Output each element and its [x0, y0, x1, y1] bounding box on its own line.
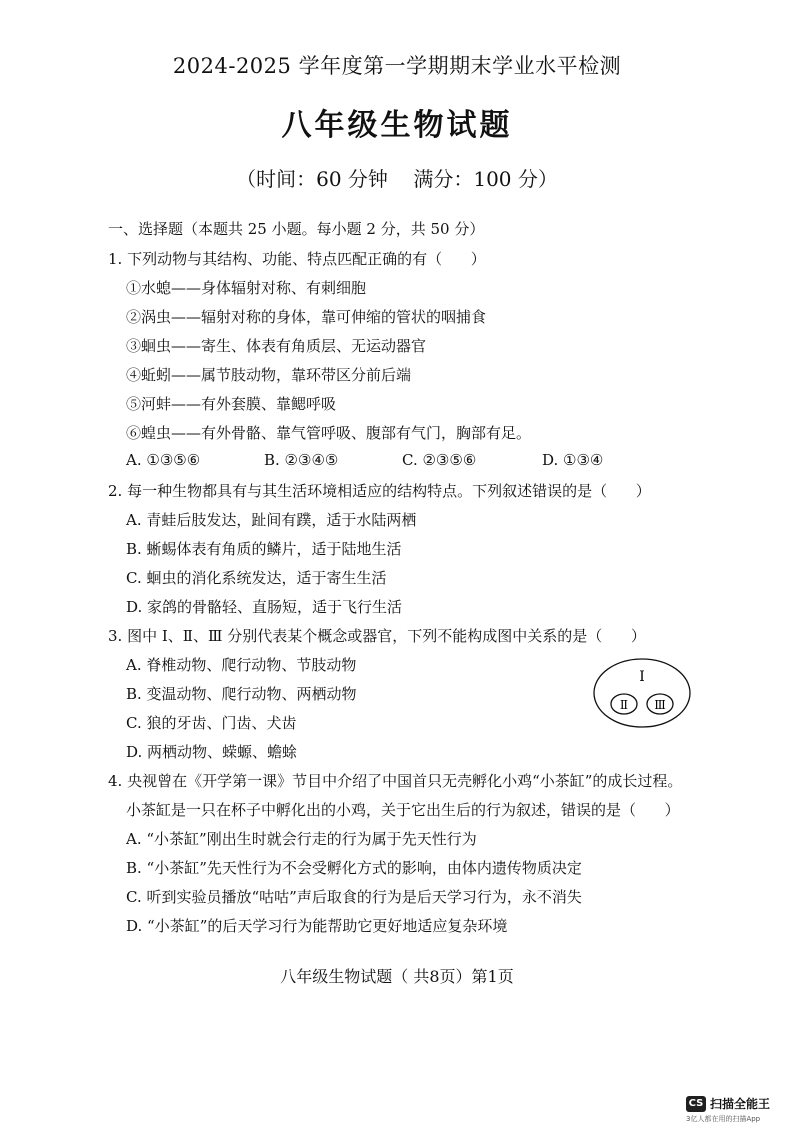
- venn-label-outer: Ⅰ: [639, 669, 645, 685]
- question-4-option-b[interactable]: B. “小茶缸”先天性行为不会受孵化方式的影响，由体内遗传物质决定: [126, 859, 582, 877]
- question-4-option-a[interactable]: A. “小茶缸”刚出生时就会行走的行为属于先天性行为: [126, 830, 477, 848]
- scanner-app-name: 扫描全能王: [710, 1097, 771, 1111]
- scanner-slogan: 3亿人都在用的扫描App: [686, 1115, 761, 1123]
- exam-title: 八年级生物试题: [281, 108, 513, 143]
- question-4-stem-cont: 小茶缸是一只在杯子中孵化出的小鸡，关于它出生后的行为叙述，错误的是（ ）: [126, 801, 680, 819]
- question-1-option-a[interactable]: A. ①③⑤⑥: [126, 451, 201, 469]
- question-2-option-c[interactable]: C. 蛔虫的消化系统发达，适于寄生生活: [126, 569, 387, 587]
- question-2-option-b[interactable]: B. 蜥蜴体表有角质的鳞片，适于陆地生活: [126, 540, 402, 558]
- question-3-option-b[interactable]: B. 变温动物、爬行动物、两栖动物: [126, 685, 357, 703]
- exam-time-score: （时间：60 分钟 满分：100 分）: [236, 167, 558, 191]
- exam-term-line: 2024-2025 学年度第一学期期末学业水平检测: [172, 54, 622, 78]
- question-1-option-c[interactable]: C. ②③⑤⑥: [402, 451, 477, 469]
- question-1-option-b[interactable]: B. ②③④⑤: [264, 451, 339, 469]
- question-1-item: ③蛔虫——寄生、体表有角质层、无运动器官: [126, 337, 427, 355]
- question-1-stem: 1. 下列动物与其结构、功能、特点匹配正确的有（ ）: [108, 250, 486, 268]
- question-2-option-a[interactable]: A. 青蛙后肢发达，趾间有蹼，适于水陆两栖: [126, 511, 417, 529]
- question-2-stem: 2. 每一种生物都具有与其生活环境相适应的结构特点。下列叙述错误的是（ ）: [108, 482, 651, 500]
- question-2-option-d[interactable]: D. 家鸽的骨骼轻、直肠短，适于飞行生活: [126, 598, 403, 616]
- question-1-item: ①水螅——身体辐射对称、有刺细胞: [126, 279, 367, 297]
- question-4-stem: 4. 央视曾在《开学第一课》节目中介绍了中国首只无壳孵化小鸡“小茶缸”的成长过程。: [108, 772, 683, 790]
- question-3-stem: 3. 图中 Ⅰ、Ⅱ、Ⅲ 分别代表某个概念或器官，下列不能构成图中关系的是（ ）: [108, 627, 646, 645]
- question-1-item: ⑤河蚌——有外套膜、靠鳃呼吸: [126, 395, 337, 413]
- page-footer: 八年级生物试题（ 共8页）第1页: [280, 967, 514, 986]
- question-3-option-d[interactable]: D. 两栖动物、蝾螈、蟾蜍: [126, 743, 298, 761]
- section-heading: 一、选择题（本题共 25 小题。每小题 2 分，共 50 分）: [108, 220, 485, 238]
- question-3-option-a[interactable]: A. 脊椎动物、爬行动物、节肢动物: [126, 656, 357, 674]
- scanner-watermark: [686, 1092, 790, 1122]
- question-1-item: ②涡虫——辐射对称的身体，靠可伸缩的管状的咽捕食: [126, 308, 487, 326]
- question-3-venn-diagram: [592, 657, 692, 729]
- camscanner-logo-icon: CS: [686, 1096, 706, 1112]
- venn-label-right: Ⅲ: [654, 698, 666, 712]
- question-1-option-d[interactable]: D. ①③④: [542, 451, 604, 469]
- question-3-option-c[interactable]: C. 狼的牙齿、门齿、犬齿: [126, 714, 297, 732]
- question-1-item: ⑥蝗虫——有外骨骼、靠气管呼吸、腹部有气门，胸部有足。: [126, 424, 532, 442]
- question-4-option-c[interactable]: C. 听到实验员播放“咕咕”声后取食的行为是后天学习行为，永不消失: [126, 888, 582, 906]
- question-4-option-d[interactable]: D. “小茶缸”的后天学习行为能帮助它更好地适应复杂环境: [126, 917, 508, 935]
- question-1-item: ④蚯蚓——属节肢动物，靠环带区分前后端: [126, 366, 412, 384]
- venn-label-left: Ⅱ: [619, 698, 629, 712]
